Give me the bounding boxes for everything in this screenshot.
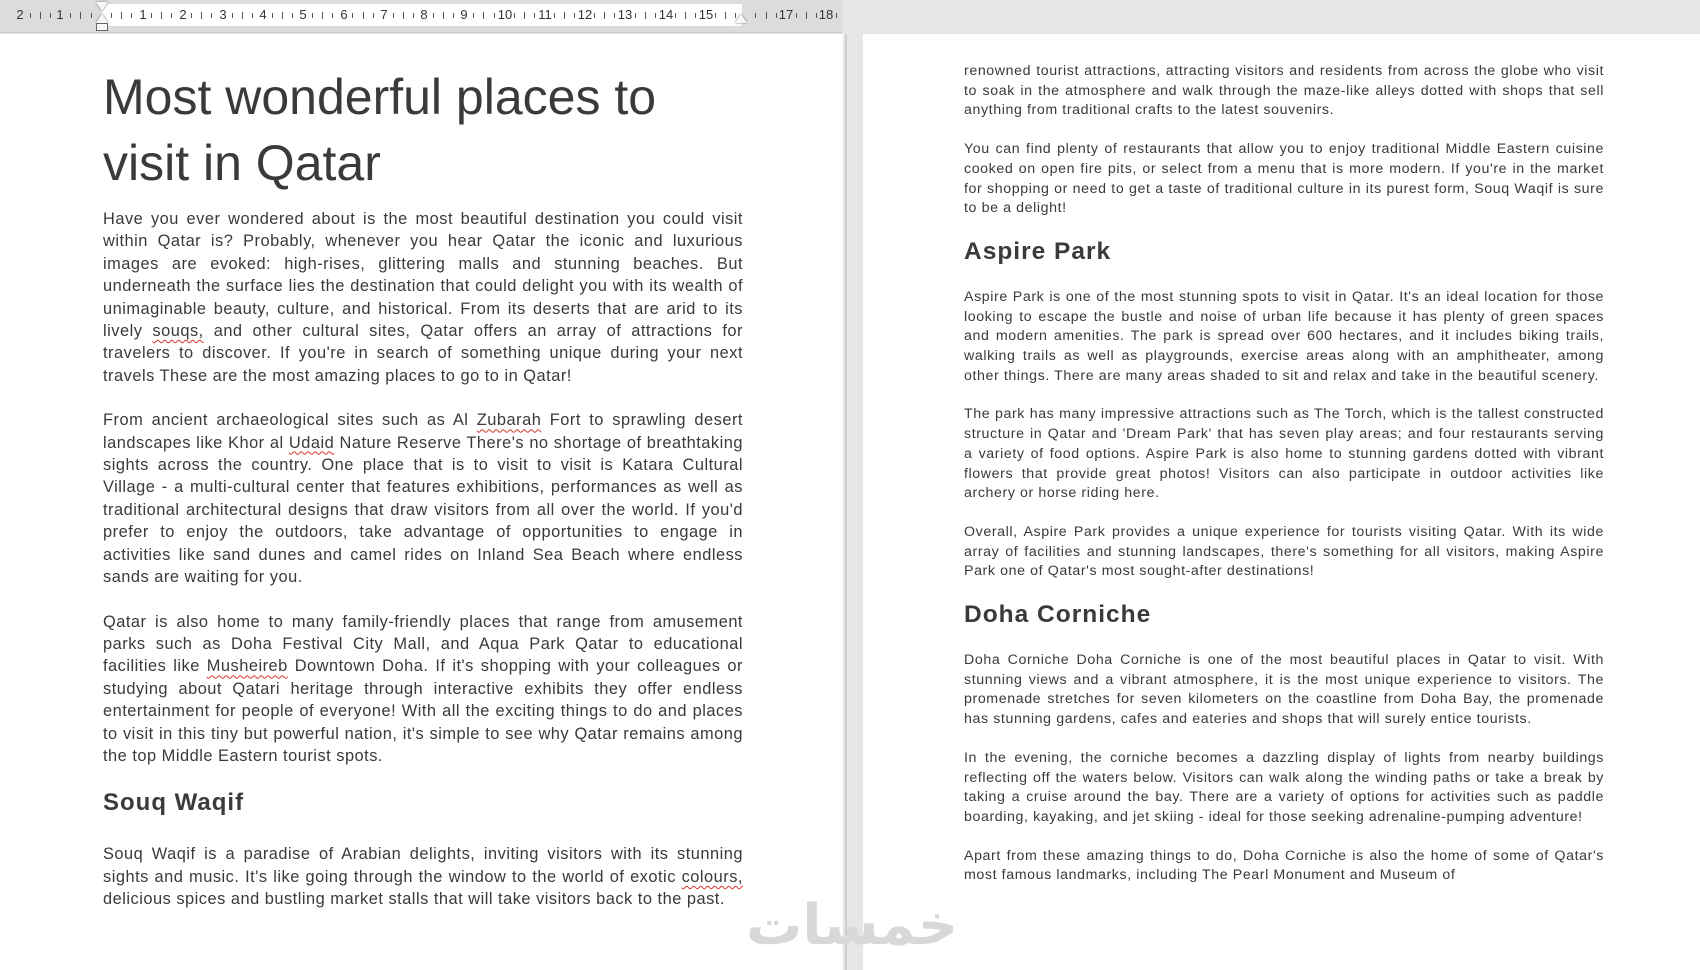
ruler-tick [363,12,364,19]
ruler-tick [70,13,71,18]
ruler-tick [292,13,293,18]
ruler-label: 4 [259,7,267,22]
ruler-tick [806,12,807,19]
ruler-tick [534,13,535,18]
ruler-tick [473,13,474,18]
ruler-tick [373,13,374,18]
ruler-label: 10 [497,7,513,22]
paragraph-corniche-3: Apart from these amazing things to do, Doha Corniche is also the home of some of Qatar's most famous landmarks, including The Pearl Monument and Museum of [964,847,1604,884]
ruler-label: 18 [818,7,834,22]
left-indent-marker[interactable] [96,23,108,31]
ruler-tick [131,13,132,18]
ruler-tick [272,13,273,18]
ruler-tick [443,12,444,19]
text-run: Fort to sprawling desert landscapes like Khor al [103,411,743,452]
spelling-error-word[interactable]: Udaid [288,433,335,452]
ruler-tick [574,13,575,18]
right-indent-marker[interactable] [735,14,747,23]
ruler-tick [645,12,646,19]
paragraph-corniche-2: In the evening, the corniche becomes a dazzling display of lights from nearby buildings reflecting off the waters below. Visitors can walk along the winding paths or take a break by taking a cruise around the bay. There are a variety of options for activities such as paddle boarding, kayaking, and jet skiing - ideal for those seeking adrenaline-pumping adventure! [964,749,1604,825]
ruler-tick [121,12,122,19]
ruler-tick [594,13,595,18]
ruler-tick [242,12,243,19]
ruler-tick [232,13,233,18]
ruler-tick [453,13,454,18]
horizontal-ruler[interactable] [0,0,842,33]
ruler-tick [352,13,353,18]
ruler-label: 14 [658,7,674,22]
text-run: Souq Waqif is a paradise of Arabian delights, inviting visitors with its stunning sights and music. It's like going through the window to the world of exotic [103,845,743,886]
first-line-indent-marker[interactable] [96,2,108,11]
ruler-tick [30,13,31,18]
ruler-tick [796,13,797,18]
ruler-label: 17 [778,7,794,22]
ruler-tick [836,13,837,18]
ruler-tick [685,12,686,19]
ruler-tick [171,13,172,18]
ruler-tick [816,13,817,18]
ruler-label: 8 [420,7,428,22]
ruler-tick [332,13,333,18]
ruler-tick [403,12,404,19]
page-1-content [103,64,743,911]
spelling-error-word[interactable]: souqs, [152,322,204,341]
ruler-tick [564,12,565,19]
ruler-label: 7 [380,7,388,22]
ruler-tick [191,13,192,18]
document-page-1[interactable] [0,34,843,970]
ruler-tick [322,12,323,19]
paragraph-souq-continued: renowned tourist attractions, attracting visitors and residents from across the globe who visit to soak in the atmosphere and walk through the maze-like alleys dotted with shops that sell anything from traditional crafts to the latest souvenirs. [964,63,1604,119]
ruler-tick [91,13,92,18]
ruler-tick [655,13,656,18]
text-run: Qatar is also home to many family-friendly places that range from amusement parks such as Doha Festival City Mall, and Aqua Park Qatar to educational facilities like [103,612,743,676]
ruler-tick [635,13,636,18]
ruler-label: 6 [340,7,348,22]
paragraph-aspire-3: Overall, Aspire Park provides a unique experience for tourists visiting Qatar. With its wide array of facilities and stunning landscapes, there's something for all visitors, making Aspire Park one of Qatar's most sought-after destinations! [964,523,1604,580]
ruler-tick [675,13,676,18]
hanging-indent-marker[interactable] [96,14,108,23]
ruler-tick [211,13,212,18]
ruler-tick [252,13,253,18]
ruler-tick [201,12,202,19]
text-run: and other cultural sites, Qatar offers an array of attractions for travelers to discover. If you're in search of something unique during your next travels These are the most amazing places to go to in Qatar! [103,322,743,385]
text-run: Nature Reserve There's no shortage of breathtaking sights across the country. One place that is to visit to visit is Katara Cultural Village - a multi-cultural center that features exhibitions, performances as well as traditional architectural designs that draw visitors from all over the world. If you'd prefer to enjoy the outdoors, take advantage of opportunities to engage in activities like sand dunes and camel rides on Inland Sea Beach where endless sands are waiting for you. [103,433,743,587]
ruler-tick [524,12,525,19]
title-line-2: visit in Qatar [103,135,381,191]
heading-doha-corniche: Doha Corniche [964,601,1152,629]
ruler-tick [393,13,394,18]
ruler-label: 13 [617,7,633,22]
ruler-label: 2 [179,7,187,22]
ruler-label: 1 [139,7,147,22]
text-run: Downtown Doha. If it's shopping with your colleagues or studying about Qatari heritage through interactive exhibits they offer endless entertainment for people of everyone! With all the exciting things to do and places to visit in this tiny but powerful nation, it's simple to see why Qatar remains among the top Middle Eastern tourist spots. [103,657,744,765]
ruler-label: 5 [299,7,307,22]
ruler-tick [514,13,515,18]
heading-aspire-park: Aspire Park [964,237,1112,265]
ruler-tick [715,13,716,18]
ruler-label: 15 [698,7,714,22]
ruler-label: 1 [56,7,64,22]
ruler-tick [50,13,51,18]
ruler-tick [80,12,81,19]
paragraph-aspire-1: Aspire Park is one of the most stunning spots to visit in Qatar. It's an ideal location for those looking to escape the bustle and noise of urban life because it has plenty of green spaces and modern amenities. The park is spread over 600 hectares, and it includes biking trails, walking trails as well as playgrounds, exercise areas along with an amphitheater, among other things. There are many areas shaded to sit and relax and take in the beautiful scenery. [964,288,1604,384]
ruler-tick [614,13,615,18]
spelling-error-word[interactable]: Zubarah [476,411,542,430]
intro-paragraph [103,208,743,387]
text-run: delicious spices and bustling market stalls that will take visitors back to the past. [103,890,725,909]
ruler-tick [151,13,152,18]
ruler-label: 11 [538,7,552,22]
ruler-label: 9 [460,7,468,22]
heading-souq-waqif: Souq Waqif [103,789,245,817]
page-separator [845,34,847,970]
ruler-tick [483,12,484,19]
spelling-error-word[interactable]: Musheireb [206,657,288,676]
ruler-tick [554,13,555,18]
ruler-label: 12 [577,7,593,22]
ruler-tick [433,13,434,18]
ruler-label: 2 [16,7,24,22]
paragraph-souq-waqif [103,843,743,910]
ruler-label: 3 [219,7,227,22]
paragraph-family-friendly [103,611,743,768]
ruler-tick [725,12,726,19]
ruler-tick [312,13,313,18]
title-line-1: Most wonderful places to [103,69,657,125]
paragraph-archaeological [103,409,743,588]
ruler-tick [111,13,112,18]
ruler-tick [776,13,777,18]
paragraph-aspire-2: The park has many impressive attractions such as The Torch, which is the tallest constructed structure in Qatar and 'Dream Park' that has seven play areas; and four restaurants serving a variety of food options. Aspire Park is also home to stunning gardens dotted with vibrant flowers that provide great photos! Visitors can also participate in outdoor activities like archery or horse riding here. [964,406,1604,502]
ruler-tick [282,12,283,19]
paragraph-corniche-1: Doha Corniche Doha Corniche is one of the most beautiful places in Qatar to visit. With stunning views and a vibrant atmosphere, it is the most unique experience to visitors. The promenade stretches for seven kilometers on the coastline from Doha Bay, the promenade has stunning gardens, cafes and eateries and shops that will surely entice tourists. [964,652,1604,728]
ruler-tick [695,13,696,18]
text-run: From ancient archaeological sites such as Al [103,411,477,430]
ruler-tick [755,13,756,18]
ruler-tick [161,12,162,19]
ruler-tick [766,12,767,19]
document-title [103,64,743,196]
page-2-content [964,62,1604,886]
paragraph-souq-restaurants: You can find plenty of restaurants that allow you to enjoy traditional Middle Eastern cuisine cooked on open fire pits, or select from a menu that is more modern. If you're in the market for shopping or need to get a taste of traditional culture in its purest form, Souq Waqif is sure to be a delight! [964,141,1604,217]
spelling-error-word[interactable]: colours, [681,867,743,886]
document-page-2[interactable] [863,34,1700,970]
ruler-tick [604,12,605,19]
text-run: Have you ever wondered about is the most beautiful destination you could visit within Qatar is? Probably, whenever you hear Qatar the iconic and luxurious images are evoked: high-rises, glittering malls and stunning beaches. But underneath the surface lies the destination that could delight you with its wealth of unimaginable beauty, culture, and historical. From its deserts that are arid to its lively [103,210,743,341]
ruler-tick [494,13,495,18]
watermark-logo: خمسات [746,893,959,958]
ruler-tick [413,13,414,18]
ruler-tick [40,12,41,19]
